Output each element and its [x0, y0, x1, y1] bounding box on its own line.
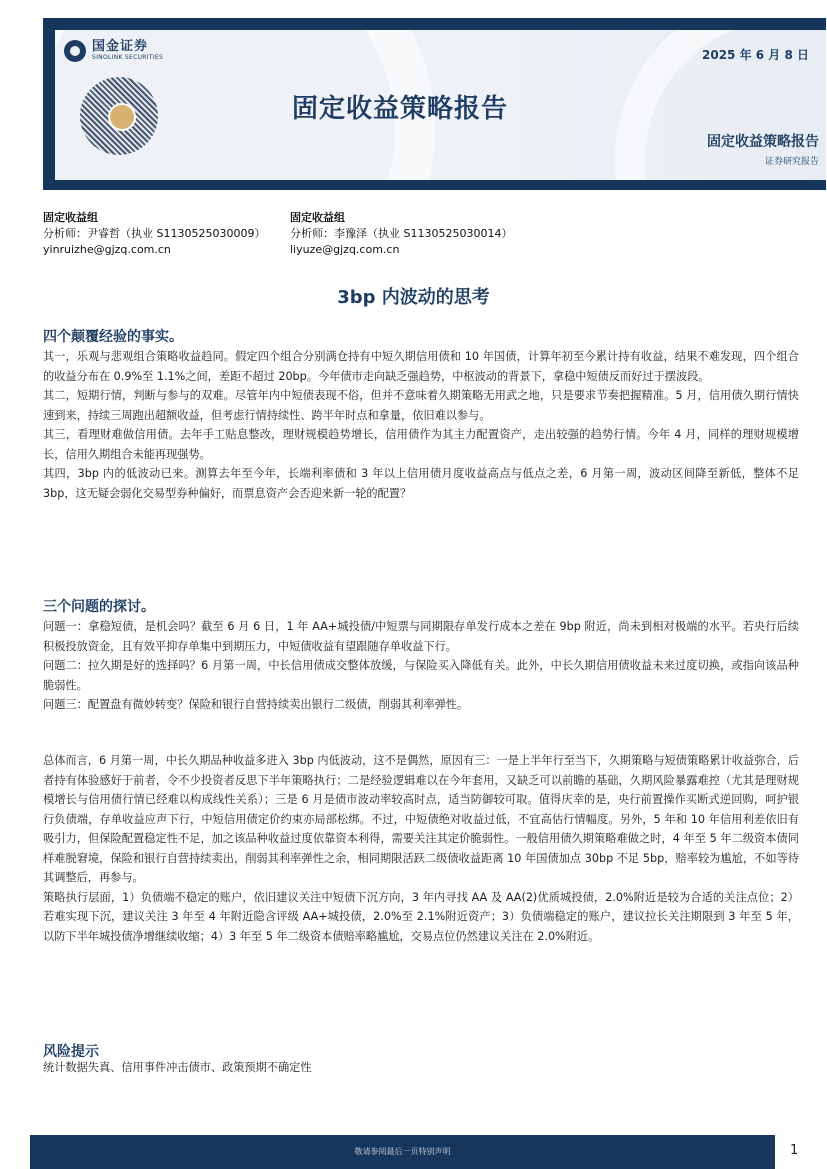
- paragraph: 其四，3bp 内的低波动已来。测算去年至今年，长端利率债和 3 年以上信用债月度收益高点与低点之差，6 月第一周，波动区间降至新低，整体不足 3bp，这无疑会弱化交易型券种偏好，而票息资产会否迎来新一轮的配置？: [43, 467, 799, 500]
- report-type-subtitle: 证券研究报告: [764, 157, 819, 167]
- section-body-risk: [43, 1058, 799, 1078]
- analyst-block-1: [43, 210, 265, 258]
- paragraph: 问题二：拉久期是好的选择吗？6 月第一周，中长信用债成交整体放缓，与保险买入降低有关。此外，中长久期信用债收益未来过度切换，或指向该品种脆弱性。: [43, 659, 799, 692]
- paragraph: 其二，短期行情，判断与参与的双难。尽管年内中短债表现不俗，但并不意味着久期策略无用武之地，只是要求节奏把握精准。5 月，信用债久期行情快速到来，持续三周跑出超额收益，但考虑行情持续性、跨半年时点和拿量，依旧难以参与。: [43, 389, 799, 422]
- footer-bar: [30, 1135, 775, 1169]
- analyst-group: 固定收益组: [43, 211, 98, 224]
- footer-disclaimer: 敬请参阅最后一页特别声明: [354, 1147, 451, 1156]
- analyst-group: 固定收益组: [290, 211, 345, 224]
- analyst-name: 分析师：尹睿哲（执业 S1130525030009）: [43, 227, 266, 240]
- section-body-summary: [43, 751, 799, 946]
- analyst-email[interactable]: liyuze@gjzq.com.cn: [290, 243, 400, 256]
- paragraph: 统计数据失真、信用事件冲击债市、政策预期不确定性: [43, 1061, 312, 1074]
- analyst-block-2: [290, 210, 512, 258]
- report-date: 2025 年 6 月 8 日: [702, 48, 809, 62]
- logo-name-en: SINOLINK SECURITIES: [92, 54, 164, 61]
- logo-icon: [64, 40, 86, 62]
- section-heading-risk: 风险提示: [43, 1044, 99, 1060]
- section-heading-facts: 四个颠覆经验的事实。: [43, 329, 183, 345]
- paragraph: 问题一：拿稳短债，是机会吗？截至 6 月 6 日，1 年 AA+城投债/中短票与同期限存单发行成本之差在 9bp 附近，尚未到相对极端的水平。若央行后续积极投放资金，且有效平抑存单集中到期压力，中短债收益有望跟随存单收益下行。: [43, 620, 799, 653]
- document-title: 3bp 内波动的思考: [337, 287, 490, 308]
- paragraph: 总体而言，6 月第一周，中长久期品种收益多进入 3bp 内低波动，这不是偶然，原因有三：一是上半年行至当下，久期策略与短债策略累计收益弥合，后者持有体验感好于前者，令不少投资者反思下半年策略执行；二是经验逻辑难以在今年套用，又缺乏可以前瞻的基础，久期风险暴露难控（尤其是理财规模增长与信用债行情已经难以构成线性关系）；三是 6 月是债市波动率较高时点，适当防御较可取。值得庆幸的是，央行前置操作买断式逆回购，呵护银行负债端，存单收益应声下行，中短信用债定价约束亦局部松绑。不过，中短债绝对收益过低，不宜高估行情幅度。另外，5 年和 10 年信用利差依旧有吸引力，但保险配置稳定性不足，加之该品种收益过度依靠资本利得，需要关注其定价脆弱性。一般信用债久期策略难做之时，4 年至 5 年二级资本债同样难脱窘境，保险和银行自营持续卖出，削弱其利率弹性之余，相同期限活跃二级债收益距离 10 年国债加点 30bp 不足 5bp，赔率较为尴尬，不如等待其调整后，再参与。: [43, 754, 799, 884]
- qr-code-logo-icon: [108, 103, 136, 131]
- paragraph: 策略执行层面，1）负债端不稳定的账户，依旧建议关注中短债下沉方向，3 年内寻找 AA 及 AA(2)优质城投债，2.0%附近是较为合适的关注点位；2）若难实现下沉，建议关注 3 年至 4 年附近隐含评级 AA+城投债，2.0%至 2.1%附近资产；3）负债端稳定的账户，建议拉长关注期限到 3 年至 5 年，以防下半年城投债净增继续收缩；4）3 年至 5 年二级资本债赔率略尴尬，交易点位仍然建议关注在 2.0%附近。: [43, 890, 799, 943]
- logo-name-cn: 国金证券: [92, 39, 149, 54]
- paragraph: 其一，乐观与悲观组合策略收益趋同。假定四个组合分别满仓持有中短久期信用债和 10 年国债，计算年初至今累计持有收益，结果不难发现，四个组合的收益分布在 0.9%至 1.1%之间，差距不超过 20bp。今年债市走向缺乏强趋势，中枢波动的背景下，拿稳中短债反而好过于摆波段。: [43, 350, 799, 383]
- paragraph: 问题三：配置盘有微妙转变？保险和银行自营持续卖出银行二级债，削弱其利率弹性。: [43, 698, 469, 711]
- page-number: 1: [790, 1143, 799, 1158]
- report-main-title: 固定收益策略报告: [292, 94, 509, 124]
- analyst-name: 分析师：李豫泽（执业 S1130525030014）: [290, 227, 513, 240]
- report-type-title: 固定收益策略报告: [707, 134, 819, 150]
- company-logo: [64, 37, 163, 65]
- paragraph: 其三，看理财难做信用债。去年手工贴息整改，理财规模趋势增长，信用债作为其主力配置资产，走出较强的趋势行情。今年 4 月，同样的理财规模增长，信用久期组合未能再现强势。: [43, 428, 799, 461]
- section-body-facts: [43, 347, 799, 503]
- section-body-questions: [43, 617, 799, 715]
- section-heading-questions: 三个问题的探讨。: [43, 599, 155, 615]
- analyst-email[interactable]: yinruizhe@gjzq.com.cn: [43, 243, 171, 256]
